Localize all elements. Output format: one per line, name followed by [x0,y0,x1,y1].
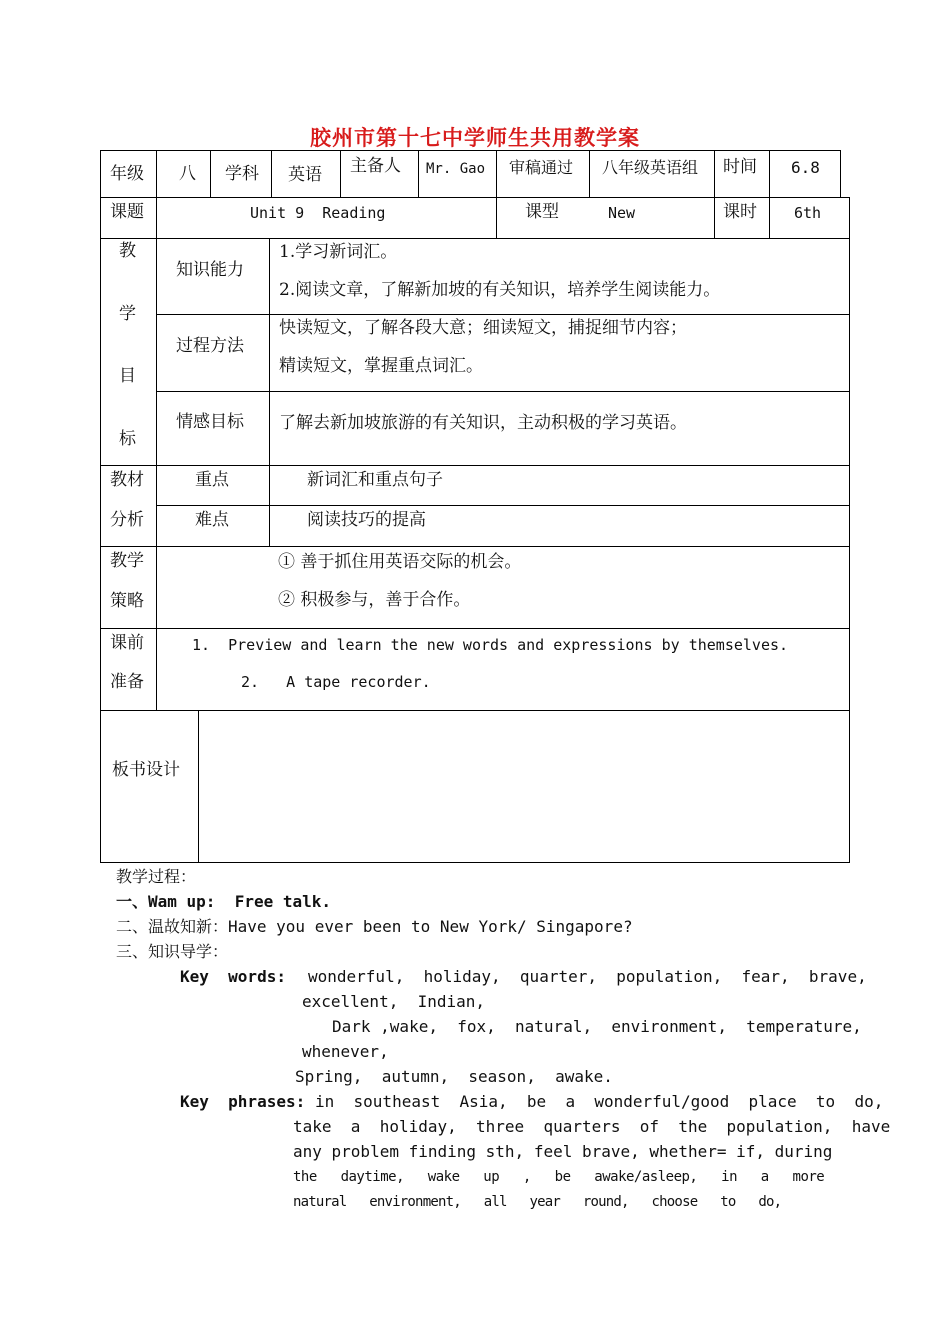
table-rule [156,314,850,315]
table-rule [496,150,497,238]
knowledge-label: 知识能力 [176,260,244,280]
key-phrases-line-3: any problem finding sth, feel brave, whether= if, during [293,1142,833,1161]
objectives-side-label-3: 目 [119,366,136,386]
knowledge-line-1: 1.学习新词汇。 [279,242,398,262]
table-rule [100,628,850,629]
table-rule [100,150,841,151]
type-value: New [608,204,636,222]
table-rule [418,150,419,197]
table-rule [198,710,199,863]
table-rule [769,150,770,238]
topic-label: 课题 [110,202,144,222]
subject-value: 英语 [288,165,322,185]
table-rule [849,197,850,863]
objectives-side-label-2: 学 [119,304,136,324]
table-rule [100,862,850,863]
table-rule [100,465,850,466]
table-rule [100,197,850,198]
analysis-label-2: 分析 [110,510,144,530]
key-words-line-5: Spring, autumn, season, awake. [295,1067,613,1086]
review-label: 审稿通过 [509,158,574,177]
process-step-1 [116,891,331,913]
difficult-point-value: 阅读技巧的提高 [307,510,426,530]
table-rule [714,150,715,238]
document-title: 胶州市第十七中学师生共用教学案 [310,125,640,150]
process-heading: 教学过程： [116,867,197,886]
emotion-label: 情感目标 [176,412,244,432]
table-rule [840,150,841,197]
difficult-point-label: 难点 [195,510,229,530]
knowledge-line-2: 2.阅读文章，了解新加坡的有关知识，培养学生阅读能力。 [279,280,721,300]
objectives-side-label-1: 教 [119,241,136,261]
analysis-label-1: 教材 [110,470,144,490]
preparation-label-2: 准备 [110,672,144,692]
key-words-line-1: wonderful, holiday, quarter, population, fear, brave, [308,967,867,986]
key-phrases-line-5: natural environment, all year round, choose to do, [293,1194,782,1210]
time-value: 6.8 [791,158,820,177]
period-label: 课时 [723,202,757,222]
board-design-label: 板书设计 [112,760,180,780]
strategy-label-2: 策略 [110,591,144,611]
process-method-line-2: 精读短文，掌握重点词汇。 [279,356,483,376]
strategy-line-1: ① 善于抓住用英语交际的机会。 [278,552,522,572]
table-rule [210,150,211,197]
preparation-line-1: 1. Preview and learn the new words and expressions by themselves. [192,636,789,654]
time-label: 时间 [723,157,757,177]
table-rule [156,505,850,506]
preparation-label-1: 课前 [110,633,144,653]
key-point-label: 重点 [195,470,229,490]
table-rule [100,710,850,711]
process-method-label: 过程方法 [176,336,244,356]
preparer-label: 主备人 [350,156,401,176]
table-rule [340,150,341,197]
process-step-3: 三、知识导学： [116,942,229,961]
key-phrases-line-2: take a holiday, three quarters of the population, have [293,1117,891,1136]
preparation-line-2: 2. A tape recorder. [241,673,431,691]
objectives-side-label-4: 标 [119,429,136,449]
key-words-line-2: excellent, Indian, [302,992,486,1011]
topic-value: Unit 9 Reading [250,204,386,222]
table-rule [100,238,850,239]
grade-label: 年级 [110,164,144,184]
key-phrases-line-4: the daytime, wake up , be awake/asleep, in a more [293,1169,825,1185]
process-step-2: 二、温故知新：Have you ever been to New York/ Singapore? [116,917,633,936]
subject-label: 学科 [225,164,259,184]
preparer-value: Mr. Gao [426,161,486,177]
type-label: 课型 [525,202,559,222]
table-rule [269,238,270,546]
key-point-value: 新词汇和重点句子 [307,470,443,490]
period-value: 6th [794,204,822,222]
key-phrases-label: Key phrases: [180,1092,306,1111]
key-words-line-4: whenever, [302,1042,389,1061]
table-rule [156,150,157,710]
table-rule [156,391,850,392]
key-words-line-3: Dark ,wake, fox, natural, environment, temperature, [332,1017,862,1036]
process-method-line-1: 快读短文，了解各段大意；细读短文，捕捉细节内容； [279,318,687,338]
lesson-plan-table [100,150,850,863]
grade-value: 八 [179,164,196,184]
table-rule [100,546,850,547]
key-phrases-line-1: in southeast Asia, be a wonderful/good place to do, [315,1092,884,1111]
table-rule [589,150,590,197]
emotion-text: 了解去新加坡旅游的有关知识，主动积极的学习英语。 [279,413,687,433]
strategy-label-1: 教学 [110,551,144,571]
process-step-1-text: 一、Wam up: Free talk. [116,892,332,911]
review-value: 八年级英语组 [602,158,699,177]
table-rule [271,150,272,197]
strategy-line-2: ② 积极参与，善于合作。 [278,590,471,610]
table-rule [100,150,101,863]
key-words-label: Key words: [180,967,286,986]
